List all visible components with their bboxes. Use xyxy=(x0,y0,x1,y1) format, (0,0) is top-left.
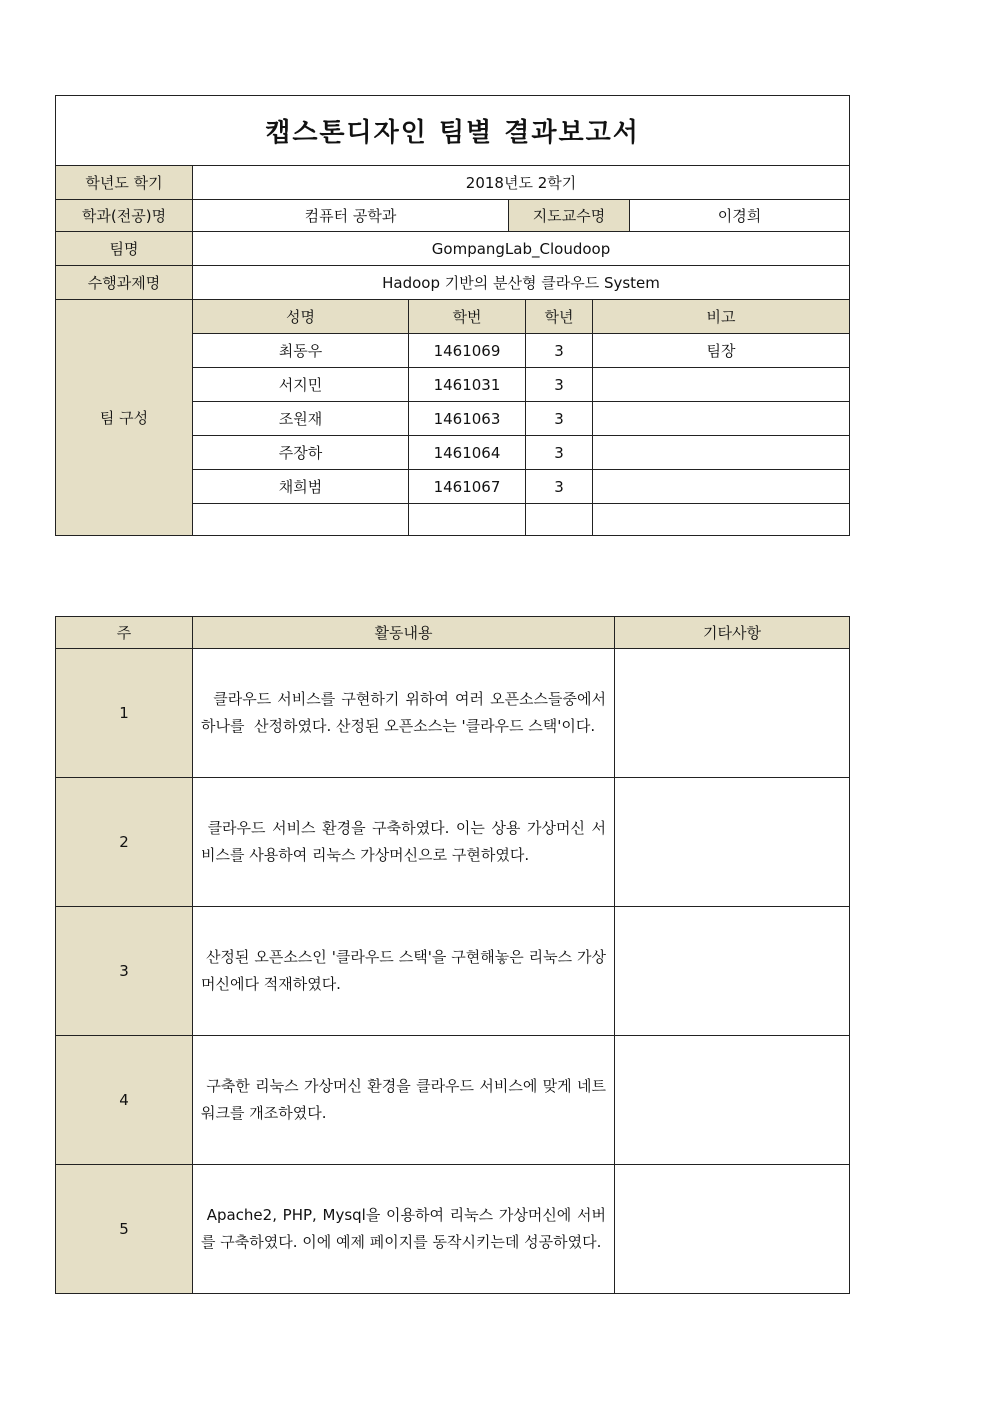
week-number: 1 xyxy=(56,649,193,778)
member-note xyxy=(593,368,850,402)
department-label: 학과(전공)명 xyxy=(56,200,193,232)
activity-etc xyxy=(615,907,850,1036)
member-header-id: 학번 xyxy=(409,300,526,334)
week-number: 5 xyxy=(56,1165,193,1294)
activity-etc xyxy=(615,649,850,778)
member-name: 주장하 xyxy=(193,436,409,470)
member-name: 채희범 xyxy=(193,470,409,504)
member-note: 팀장 xyxy=(593,334,850,368)
activity-table xyxy=(55,616,850,1294)
activity-row xyxy=(56,778,850,907)
member-id: 1461063 xyxy=(409,402,526,436)
member-name xyxy=(193,504,409,536)
member-id: 1461067 xyxy=(409,470,526,504)
member-note xyxy=(593,436,850,470)
member-year xyxy=(526,504,593,536)
member-id: 1461064 xyxy=(409,436,526,470)
advisor-value: 이경희 xyxy=(630,200,850,232)
project-label: 수행과제명 xyxy=(56,266,193,300)
year-semester-value: 2018년도 2학기 xyxy=(193,166,850,200)
activity-header-etc: 기타사항 xyxy=(615,617,850,649)
activity-etc xyxy=(615,778,850,907)
member-year: 3 xyxy=(526,436,593,470)
activity-content xyxy=(193,1165,615,1294)
member-name: 조원재 xyxy=(193,402,409,436)
activity-header-week: 주 xyxy=(56,617,193,649)
activity-text: 클라우드 서비스 환경을 구축하였다. 이는 상용 가상머신 서비스를 사용하여 리눅스 가상머신으로 구현하였다. xyxy=(201,819,606,864)
member-header-year: 학년 xyxy=(526,300,593,334)
project-value: Hadoop 기반의 분산형 클라우드 System xyxy=(193,266,850,300)
member-id: 1461031 xyxy=(409,368,526,402)
member-note xyxy=(593,504,850,536)
activity-content xyxy=(193,649,615,778)
week-number: 3 xyxy=(56,907,193,1036)
activity-content xyxy=(193,1036,615,1165)
activity-row xyxy=(56,1036,850,1165)
team-composition-label: 팀 구성 xyxy=(56,300,193,536)
member-name: 최동우 xyxy=(193,334,409,368)
activity-text: 클라우드 서비스를 구현하기 위하여 여러 오픈소스들중에서 하나를 산정하였다. 산정된 오픈소스는 '클라우드 스택'이다. xyxy=(201,690,611,735)
member-year: 3 xyxy=(526,368,593,402)
department-value: 컴퓨터 공학과 xyxy=(193,200,509,232)
member-note xyxy=(593,470,850,504)
advisor-label: 지도교수명 xyxy=(509,200,630,232)
team-name-value: GompangLab_Cloudoop xyxy=(193,232,850,266)
team-name-label: 팀명 xyxy=(56,232,193,266)
activity-header-content: 활동내용 xyxy=(193,617,615,649)
member-name: 서지민 xyxy=(193,368,409,402)
report-title: 캡스톤디자인 팀별 결과보고서 xyxy=(56,96,850,166)
activity-text: 산정된 오픈소스인 '클라우드 스택'을 구현해놓은 리눅스 가상머신에다 적재하였다. xyxy=(201,948,606,993)
activity-text: Apache2, PHP, Mysql을 이용하여 리눅스 가상머신에 서버를 구축하였다. 이에 예제 페이지를 동작시키는데 성공하였다. xyxy=(201,1206,606,1251)
activity-row xyxy=(56,907,850,1036)
member-id: 1461069 xyxy=(409,334,526,368)
activity-etc xyxy=(615,1165,850,1294)
year-semester-label: 학년도 학기 xyxy=(56,166,193,200)
member-id xyxy=(409,504,526,536)
member-year: 3 xyxy=(526,402,593,436)
activity-row xyxy=(56,1165,850,1294)
member-year: 3 xyxy=(526,470,593,504)
member-header-note: 비고 xyxy=(593,300,850,334)
activity-text: 구축한 리눅스 가상머신 환경을 클라우드 서비스에 맞게 네트워크를 개조하였다. xyxy=(201,1077,606,1122)
activity-row xyxy=(56,649,850,778)
member-header-name: 성명 xyxy=(193,300,409,334)
week-number: 2 xyxy=(56,778,193,907)
report-info-table xyxy=(55,95,850,536)
activity-content xyxy=(193,778,615,907)
week-number: 4 xyxy=(56,1036,193,1165)
activity-etc xyxy=(615,1036,850,1165)
member-year: 3 xyxy=(526,334,593,368)
activity-content xyxy=(193,907,615,1036)
member-note xyxy=(593,402,850,436)
